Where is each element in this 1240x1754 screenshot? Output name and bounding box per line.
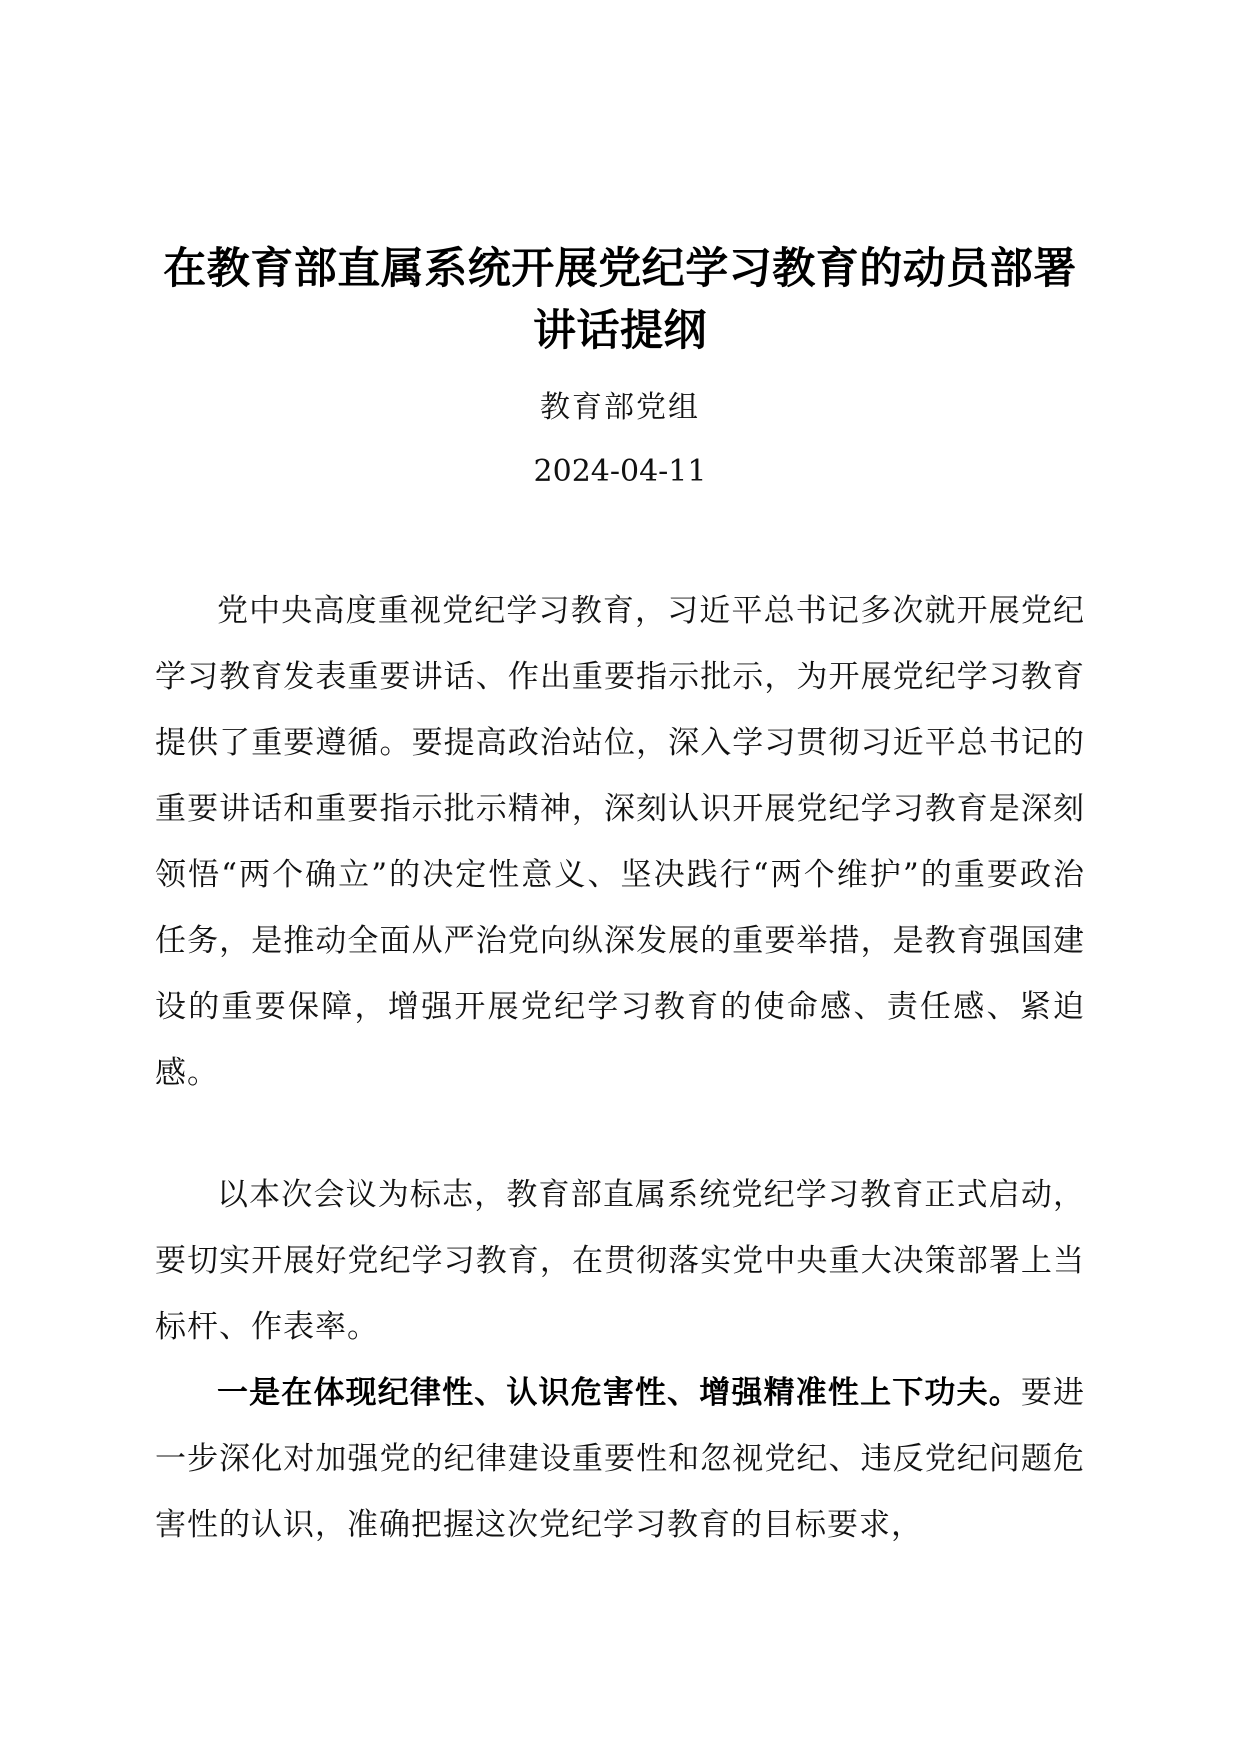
document-author: 教育部党组 [540,390,700,425]
document-title: 在教育部直属系统开展党纪学习教育的动员部署讲话提纲 [163,244,1077,356]
paragraph-1: 党中央高度重视党纪学习教育，习近平总书记多次就开展党纪学习教育发表重要讲话、作出重要指示批示，为开展党纪学习教育提供了重要遵循。要提高政治站位，深入学习贯彻习近平总书记的重要讲话和重要指示批示精神，深刻认识开展党纪学习教育是深刻领悟“两个确立”的决定性意义、坚决践行“两个维护”的重要政治任务，是推动全面从严治党向纵深发展的重要举措，是教育强国建设的重要保障，增强开展党纪学习教育的使命感、责任感、紧迫感。 [155,593,1085,1091]
paragraph-3 [155,1360,1085,1558]
paragraph-3-body: 要进一步深化对加强党的纪律建设重要性和忽视党纪、违反党纪问题危害性的认识，准确把握这次党纪学习教育的目标要求， [155,1375,1085,1543]
paragraph-3-lead: 一是在体现纪律性、认识危害性、增强精准性上下功夫。 [217,1375,1021,1411]
paragraph-2: 以本次会议为标志，教育部直属系统党纪学习教育正式启动，要切实开展好党纪学习教育，在贯彻落实党中央重大决策部署上当标杆、作表率。 [155,1177,1085,1345]
document-date: 2024-04-11 [533,454,707,489]
